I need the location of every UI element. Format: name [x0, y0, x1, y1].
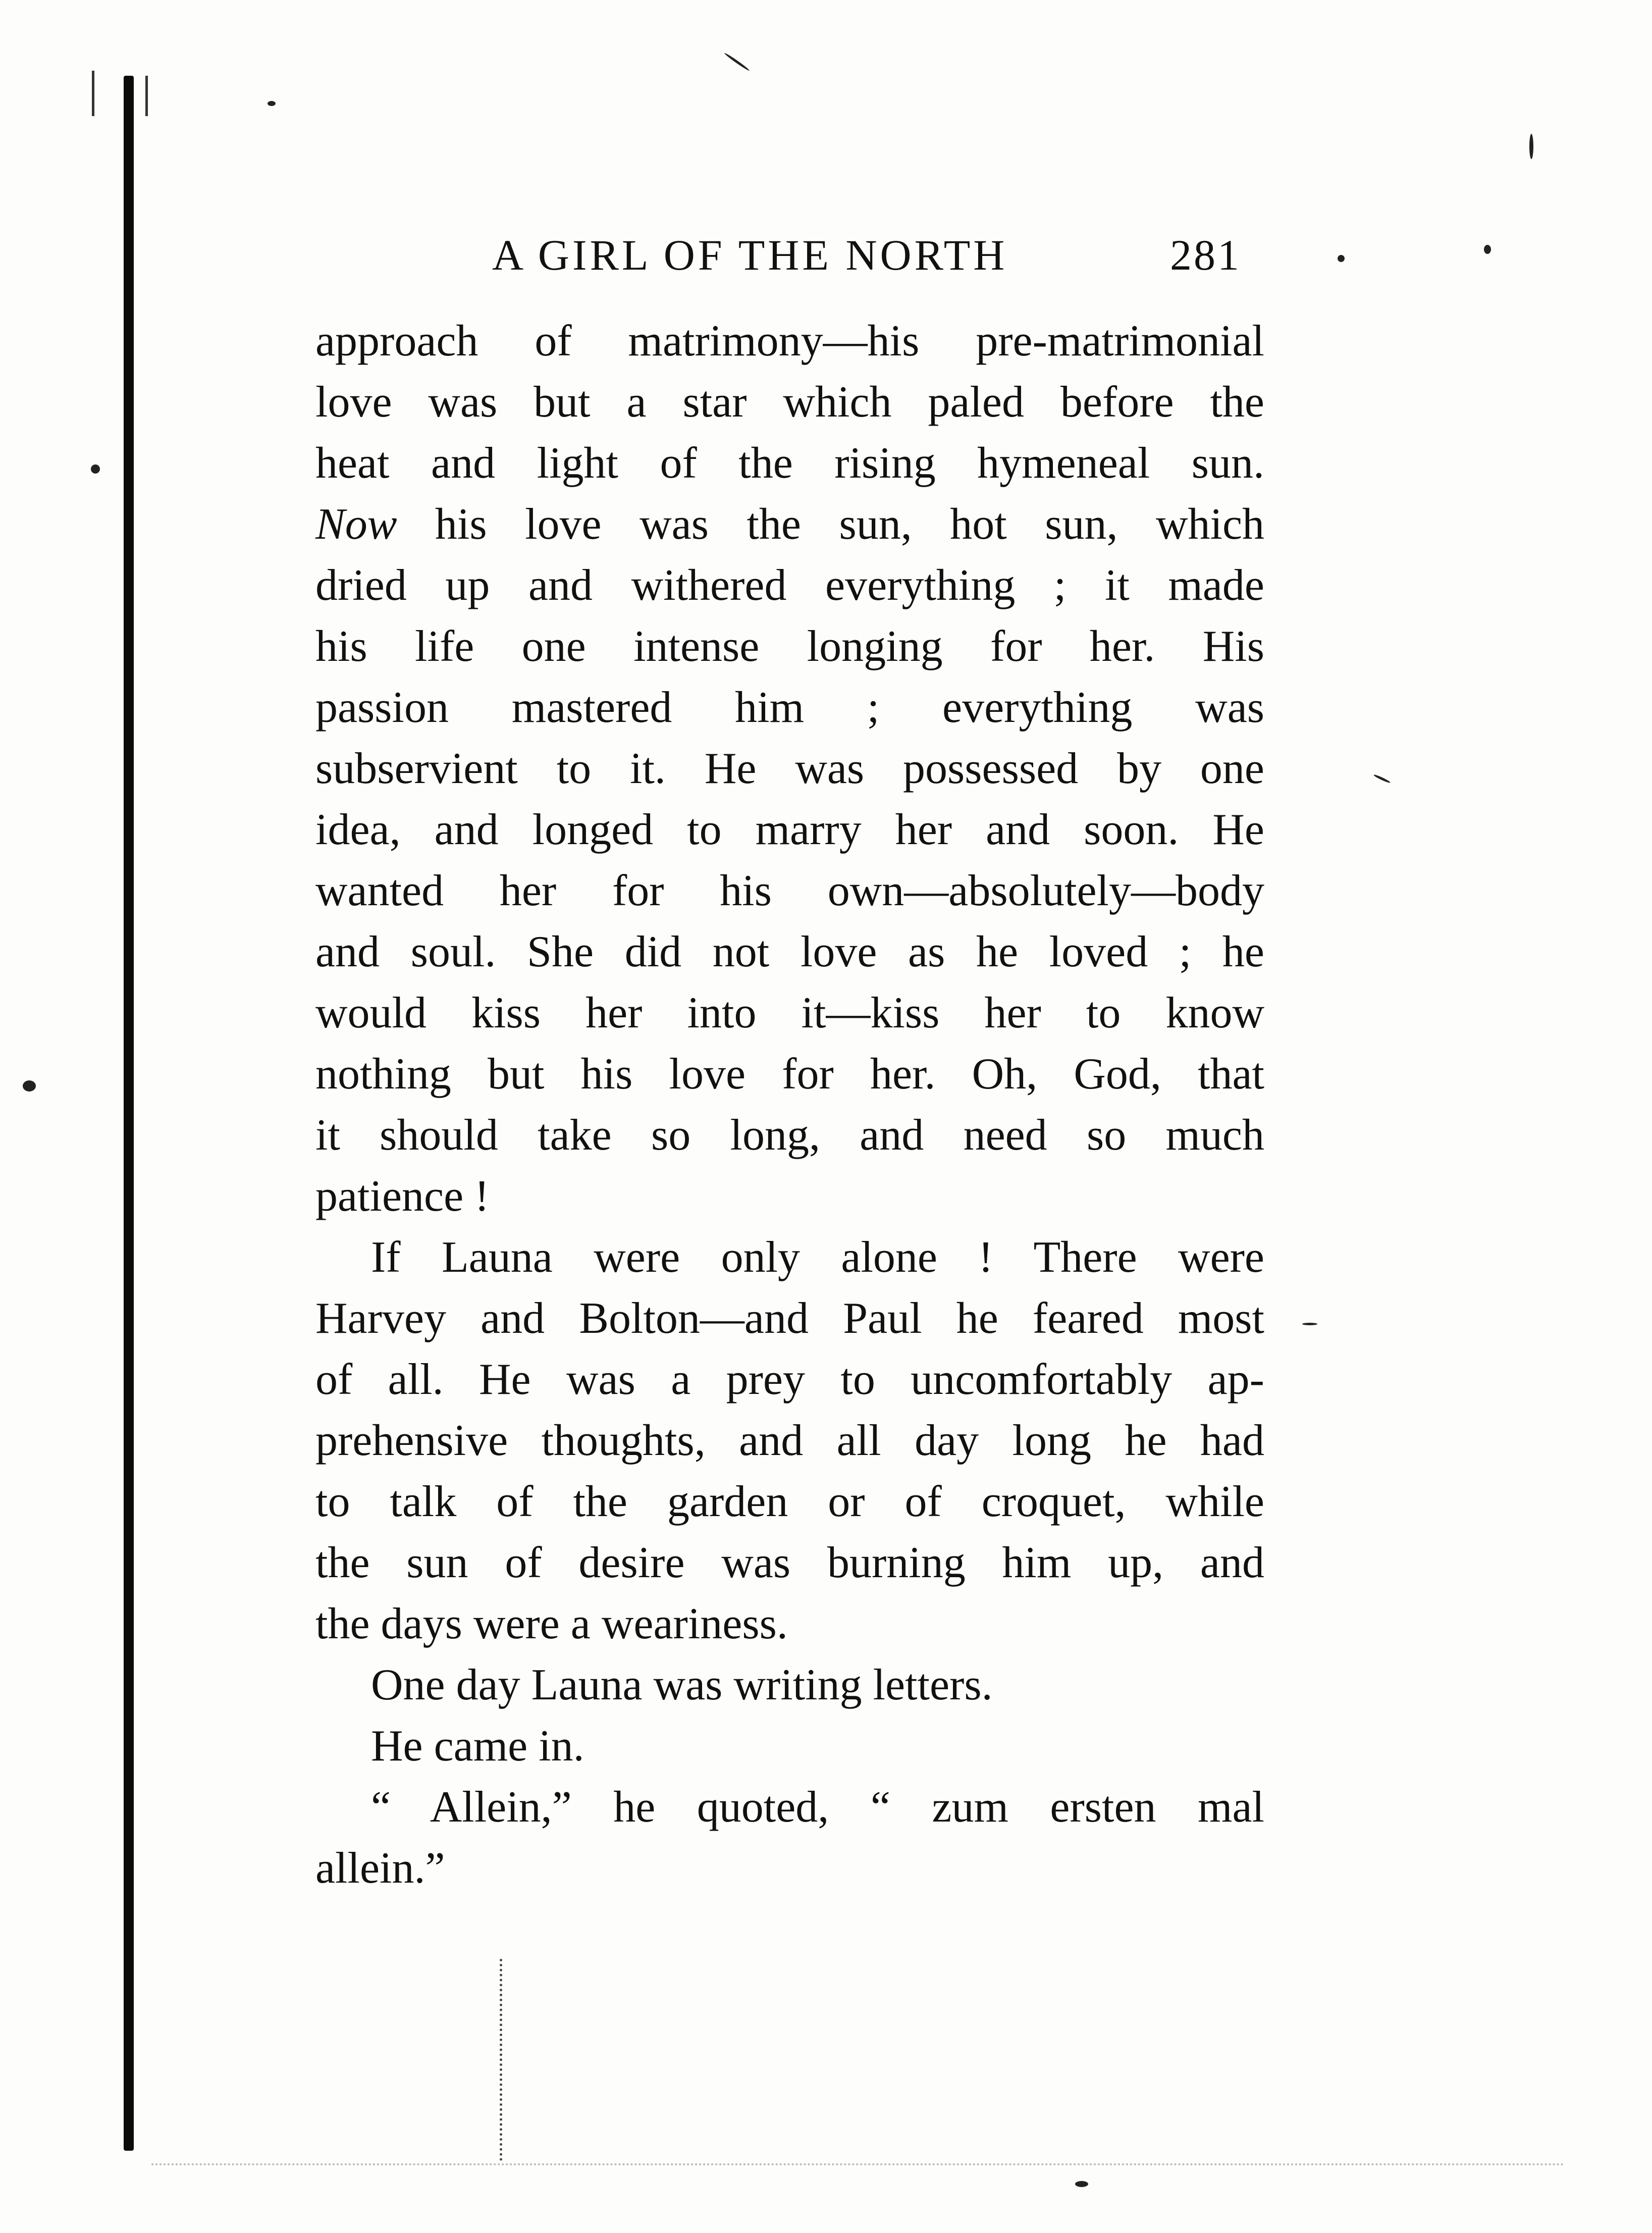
text-line: his life one intense longing for her. His: [315, 622, 1264, 671]
text-line: and soul. She did not love as he loved ; he: [315, 927, 1264, 976]
text-line: subservient to it. He was possessed by one: [315, 744, 1264, 793]
text-line: approach of matrimony—his pre-matrimonial: [315, 317, 1264, 366]
text-line: heat and light of the rising hymeneal sun.: [315, 439, 1264, 488]
text-line: it should take so long, and need so much: [315, 1111, 1264, 1160]
body-text: [315, 310, 1264, 1899]
scan-speck: [724, 52, 750, 72]
scan-artifact: [500, 1959, 506, 2161]
text-line: nothing but his love for her. Oh, God, that: [315, 1050, 1264, 1099]
text-line: passion mastered him ; everything was: [315, 683, 1264, 732]
text-line: dried up and withered everything ; it made: [315, 561, 1264, 610]
text-line: Harvey and Bolton—and Paul he feared most: [315, 1294, 1264, 1343]
scan-speck: [1338, 255, 1345, 262]
scan-speck: [268, 101, 276, 106]
text-line-paragraph-start: One day Launa was writing letters.: [371, 1660, 993, 1709]
text-line: love was but a star which paled before the: [315, 378, 1264, 427]
scan-speck: [91, 464, 100, 474]
scan-speck: [1373, 774, 1391, 784]
text-line-paragraph-start: He came in.: [371, 1722, 584, 1771]
text-line: the sun of desire was burning him up, and: [315, 1538, 1264, 1587]
text-line-with-italic: [315, 494, 1264, 555]
binding-mark: [145, 76, 148, 116]
italic-word: Now: [315, 500, 397, 549]
scan-speck: [1529, 134, 1533, 159]
text-line: prehensive thoughts, and all day long he had: [315, 1416, 1264, 1465]
text-line: idea, and longed to marry her and soon. He: [315, 805, 1264, 854]
text-line: the days were a weariness.: [315, 1599, 788, 1648]
text-line-paragraph-start: “ Allein,” he quoted, “ zum ersten mal: [371, 1783, 1264, 1832]
scan-speck: [1302, 1323, 1317, 1325]
text-line: of all. He was a prey to uncomfortably ap-: [315, 1355, 1264, 1404]
text-line: wanted her for his own—absolutely—body: [315, 866, 1264, 915]
running-head: A GIRL OF THE NORTH: [492, 231, 1008, 279]
binding-mark: [92, 71, 94, 116]
binding-shadow: [124, 76, 134, 2151]
page-number: 281: [1170, 231, 1241, 279]
scan-speck: [1075, 2181, 1088, 2187]
text-line-rest: his love was the sun, hot sun, which: [435, 500, 1264, 549]
scan-artifact: [151, 2163, 1565, 2166]
text-line: patience !: [315, 1172, 490, 1221]
text-line: would kiss her into it—kiss her to know: [315, 989, 1264, 1037]
text-line: to talk of the garden or of croquet, while: [315, 1477, 1264, 1526]
scan-speck: [1484, 245, 1491, 254]
scan-speck: [23, 1080, 36, 1092]
text-line-paragraph-start: If Launa were only alone ! There were: [371, 1233, 1264, 1282]
text-line: allein.”: [315, 1844, 445, 1893]
